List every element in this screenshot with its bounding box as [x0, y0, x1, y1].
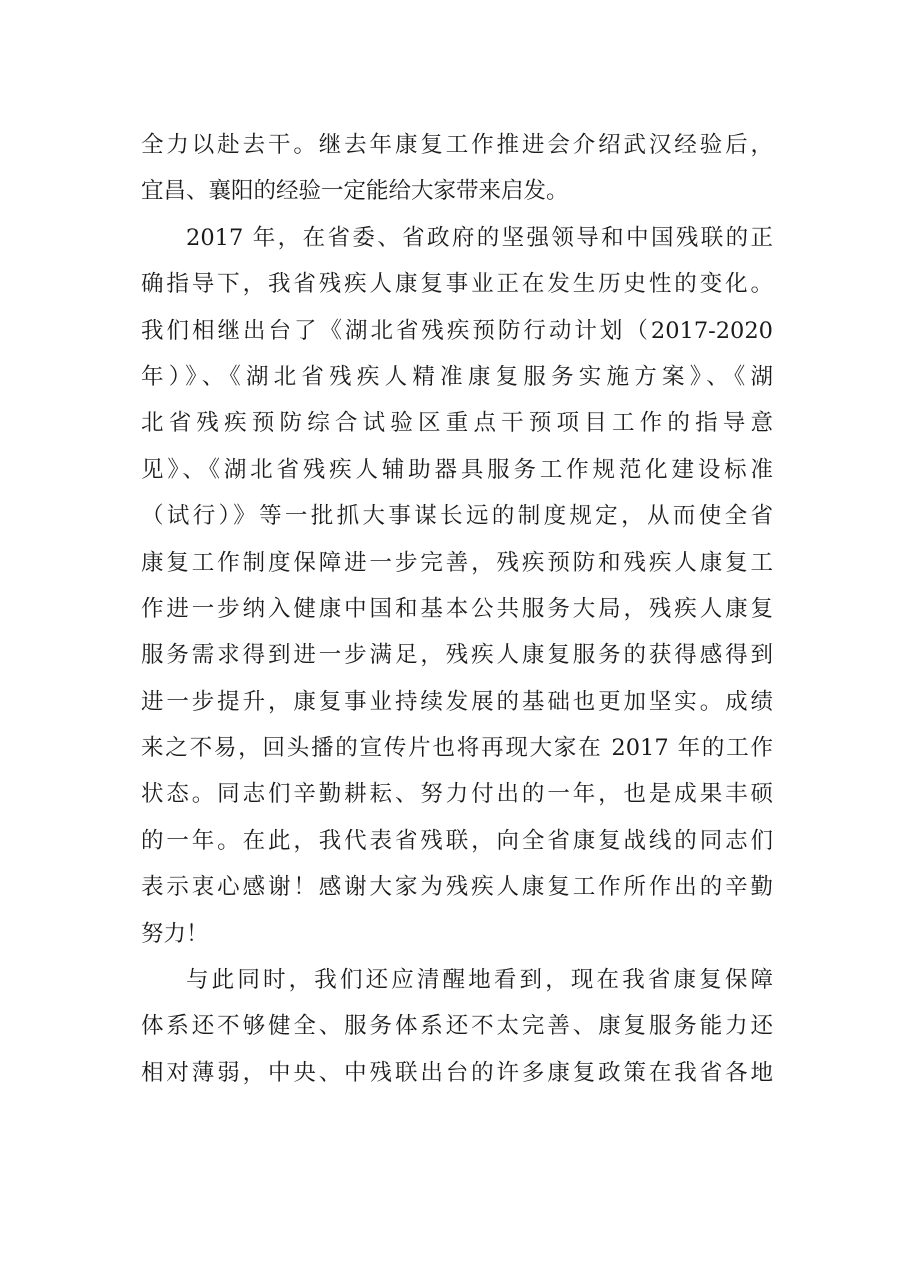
text-line: 宜昌、襄阳的经验一定能给大家带来启发。 [141, 178, 569, 205]
text-line: 与此同时，我们还应清醒地看到，现在我省康复保障 [186, 967, 773, 994]
document-body [141, 122, 773, 1096]
text-line: 康复工作制度保障进一步完善，残疾预防和残疾人康复工 [141, 549, 773, 576]
text-line: 全力以赴去干。继去年康复工作推进会介绍武汉经验后， [141, 132, 773, 158]
text-line: 状态。同志们辛勤耕耘、努力付出的一年，也是成果丰硕 [141, 781, 773, 808]
text-line: 见》、《湖北省残疾人辅助器具服务工作规范化建设标准 [141, 456, 773, 483]
text-line: 服务需求得到进一步满足，残疾人康复服务的获得感得到 [141, 642, 773, 669]
text-line: 年）》、《湖北省残疾人精准康复服务实施方案》、《湖 [141, 363, 773, 390]
text-line: 北省残疾预防综合试验区重点干预项目工作的指导意 [141, 410, 773, 437]
text-line: 2017 年，在省委、省政府的坚强领导和中国残联的正 [186, 224, 773, 251]
text-line: 的一年。在此，我代表省残联，向全省康复战线的同志们 [141, 827, 773, 854]
text-line: （试行）》等一批抓大事谋长远的制度规定，从而使全省 [141, 503, 773, 530]
text-line: 作进一步纳入健康中国和基本公共服务大局，残疾人康复 [141, 595, 773, 622]
text-line: 表示衷心感谢！感谢大家为残疾人康复工作所作出的辛勤 [141, 874, 773, 901]
text-line: 努力！ [141, 920, 209, 947]
text-line: 相对薄弱，中央、中残联出台的许多康复政策在我省各地 [141, 1059, 773, 1086]
text-line: 进一步提升，康复事业持续发展的基础也更加坚实。成绩 [141, 688, 773, 715]
text-line: 体系还不够健全、服务体系还不太完善、康复服务能力还 [141, 1013, 773, 1040]
text-line: 确指导下，我省残疾人康复事业正在发生历史性的变化。 [141, 271, 773, 298]
text-line: 我们相继出台了《湖北省残疾预防行动计划（2017-2020 [141, 317, 773, 344]
text-line: 来之不易，回头播的宣传片也将再现大家在 2017 年的工作 [141, 735, 773, 762]
